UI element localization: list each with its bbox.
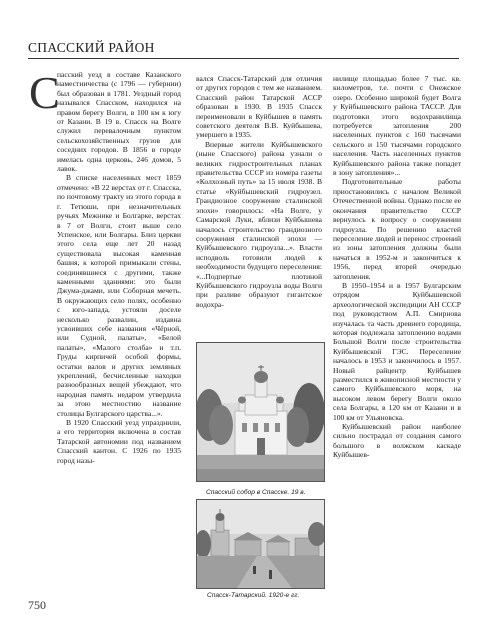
cathedral-photo xyxy=(196,342,325,482)
town-photo xyxy=(196,499,325,589)
paragraph: пасский уезд в составе Казанского наместничества (с 1796 — губернии) был образован в 1781. Уездный город назывался Спасском, находился на правом берегу Волги, в 100 км к югу от Казани. В 19 в. Спасск на Волге служил перевалочным пунктом сельскохозяйственных грузов для соседних городов. В 1856 в городе имелась одна церковь, 246 домов, 5 лавок. xyxy=(57,70,181,174)
section-title: СПАССКИЙ РАЙОН xyxy=(28,40,155,55)
drop-cap: С xyxy=(29,67,60,118)
text-column-3 xyxy=(333,74,461,460)
page-number: 750 xyxy=(28,598,46,612)
paragraph: Подготовительные работы приостановились с началом Великой Отечественной войны. Однако после ее окончания правительство СССР вернулось к вопросу о сооружении гидроузла. По решению властей переселение людей и перенос строений из зоны затопления должны были начаться в 1952-м и закончиться к 1956, перед вторей очередью затопления. xyxy=(333,177,461,281)
paragraph: нилище площадью более 7 тыс. кв. километров, т.е. почти с Онежское озеро. Особенно широкой будет Волга у Куйбышевского района ТАССР. Для подготовки этого водохранилища потребуется затопления 200 населенных пунктов с 160 тысячами сельского и 150 тысячами городского населения. Часть населенных пунктов Куйбышевского района также попадет в зону затопления»... xyxy=(333,74,461,178)
text-column-1 xyxy=(57,70,181,465)
paragraph: вался Спасск-Татарский для отличия от других городов с тем же названием. Спасский район Татарской АССР образован в 1930. В 1935 Спасск переименовали в Куйбышев в память советского деятеля В.В. Куйбышева, умершего в 1935. xyxy=(196,74,322,140)
photo-caption: Спасск-Татарский. 1920-е гг. xyxy=(207,592,300,599)
paragraph: Куйбышевский район наиболее сильно пострадал от создания самого большого в волжском каскаде Куйбышев- xyxy=(333,422,461,460)
text-column-2 xyxy=(196,74,322,309)
photo-caption: Спасский собор в Спасске. 19 в. xyxy=(206,489,306,496)
paragraph: В списке населенных мест 1859 отмечено: «В 22 верстах от г. Спасска, по почтовому тракту из этого города в г. Тетюши, при незначительных ручьях Межнике и Болгарке, верстах в 7 от Волги, стоит выше село Успенское, или Болгары. Близ церкви этого села еще лет 20 назад существовала высокая каменная башня, к которой примыкали стены, соединявшиеся с другими, также каменными зданиями: это были Джума-джами, или Соборная мечеть. В окружающих село полях, особенно с юго-запада, устояли доселе несколько развалин, издавна усвоивших себе названия «Чёрной, или Судной, палаты», «Белой палаты», «Малого столба» и т.п. Груды кирпичей особой формы, остатки валов и других земляных укреплений, бесчисленные находки разнообразных вещей убеждают, что народная память недаром утвердила за этою местностию название столицы Булгарского царства...». xyxy=(57,173,181,418)
paragraph: Впервые жители Куйбышевского (ныне Спасского) района узнали о великих гидростроительных планах правительства СССР из номера газеты «Колхозный путь» за 15 июля 1938. В статье «Куйбышевский гидроузел. Грандиозное сооружение сталинской эпохи» говорилось: «На Волге, у Самарской Луки, вблизи Куйбышева началось строительство грандиозного сооружения сталинской эпохи — Куйбышевского гидроузла...». Власти исподволь готовили людей к необходимости будущего переселения: «...Подпертые плотиной Куйбышевского гидроузла воды Волги при разливе образуют гигантское водохра- xyxy=(196,139,322,309)
title-rule xyxy=(28,58,459,59)
paragraph: В 1920 Спасский уезд упразднили, а его территория включена в состав Татарской автономии под названием Спасский кантон. С 1926 по 1935 город назы- xyxy=(57,418,181,465)
paragraph: В 1950–1954 и в 1957 Булгарским отрядом Куйбышевской археологической экспедиции АН СССР под руководством А.П. Смирнова изучалась та часть древнего городища, которая подлежала затоплению водами Большой Волги после строительства Куйбышевской ГЭС. Переселение началось в 1953 и закончилось в 1957. Новый райцентр Куйбышев разместился в живописной местности у самого Куйбышевского моря, на высоком левом берегу Волги около села Болгары, в 120 км от Казани и в 100 км от Ульяновска. xyxy=(333,280,461,422)
